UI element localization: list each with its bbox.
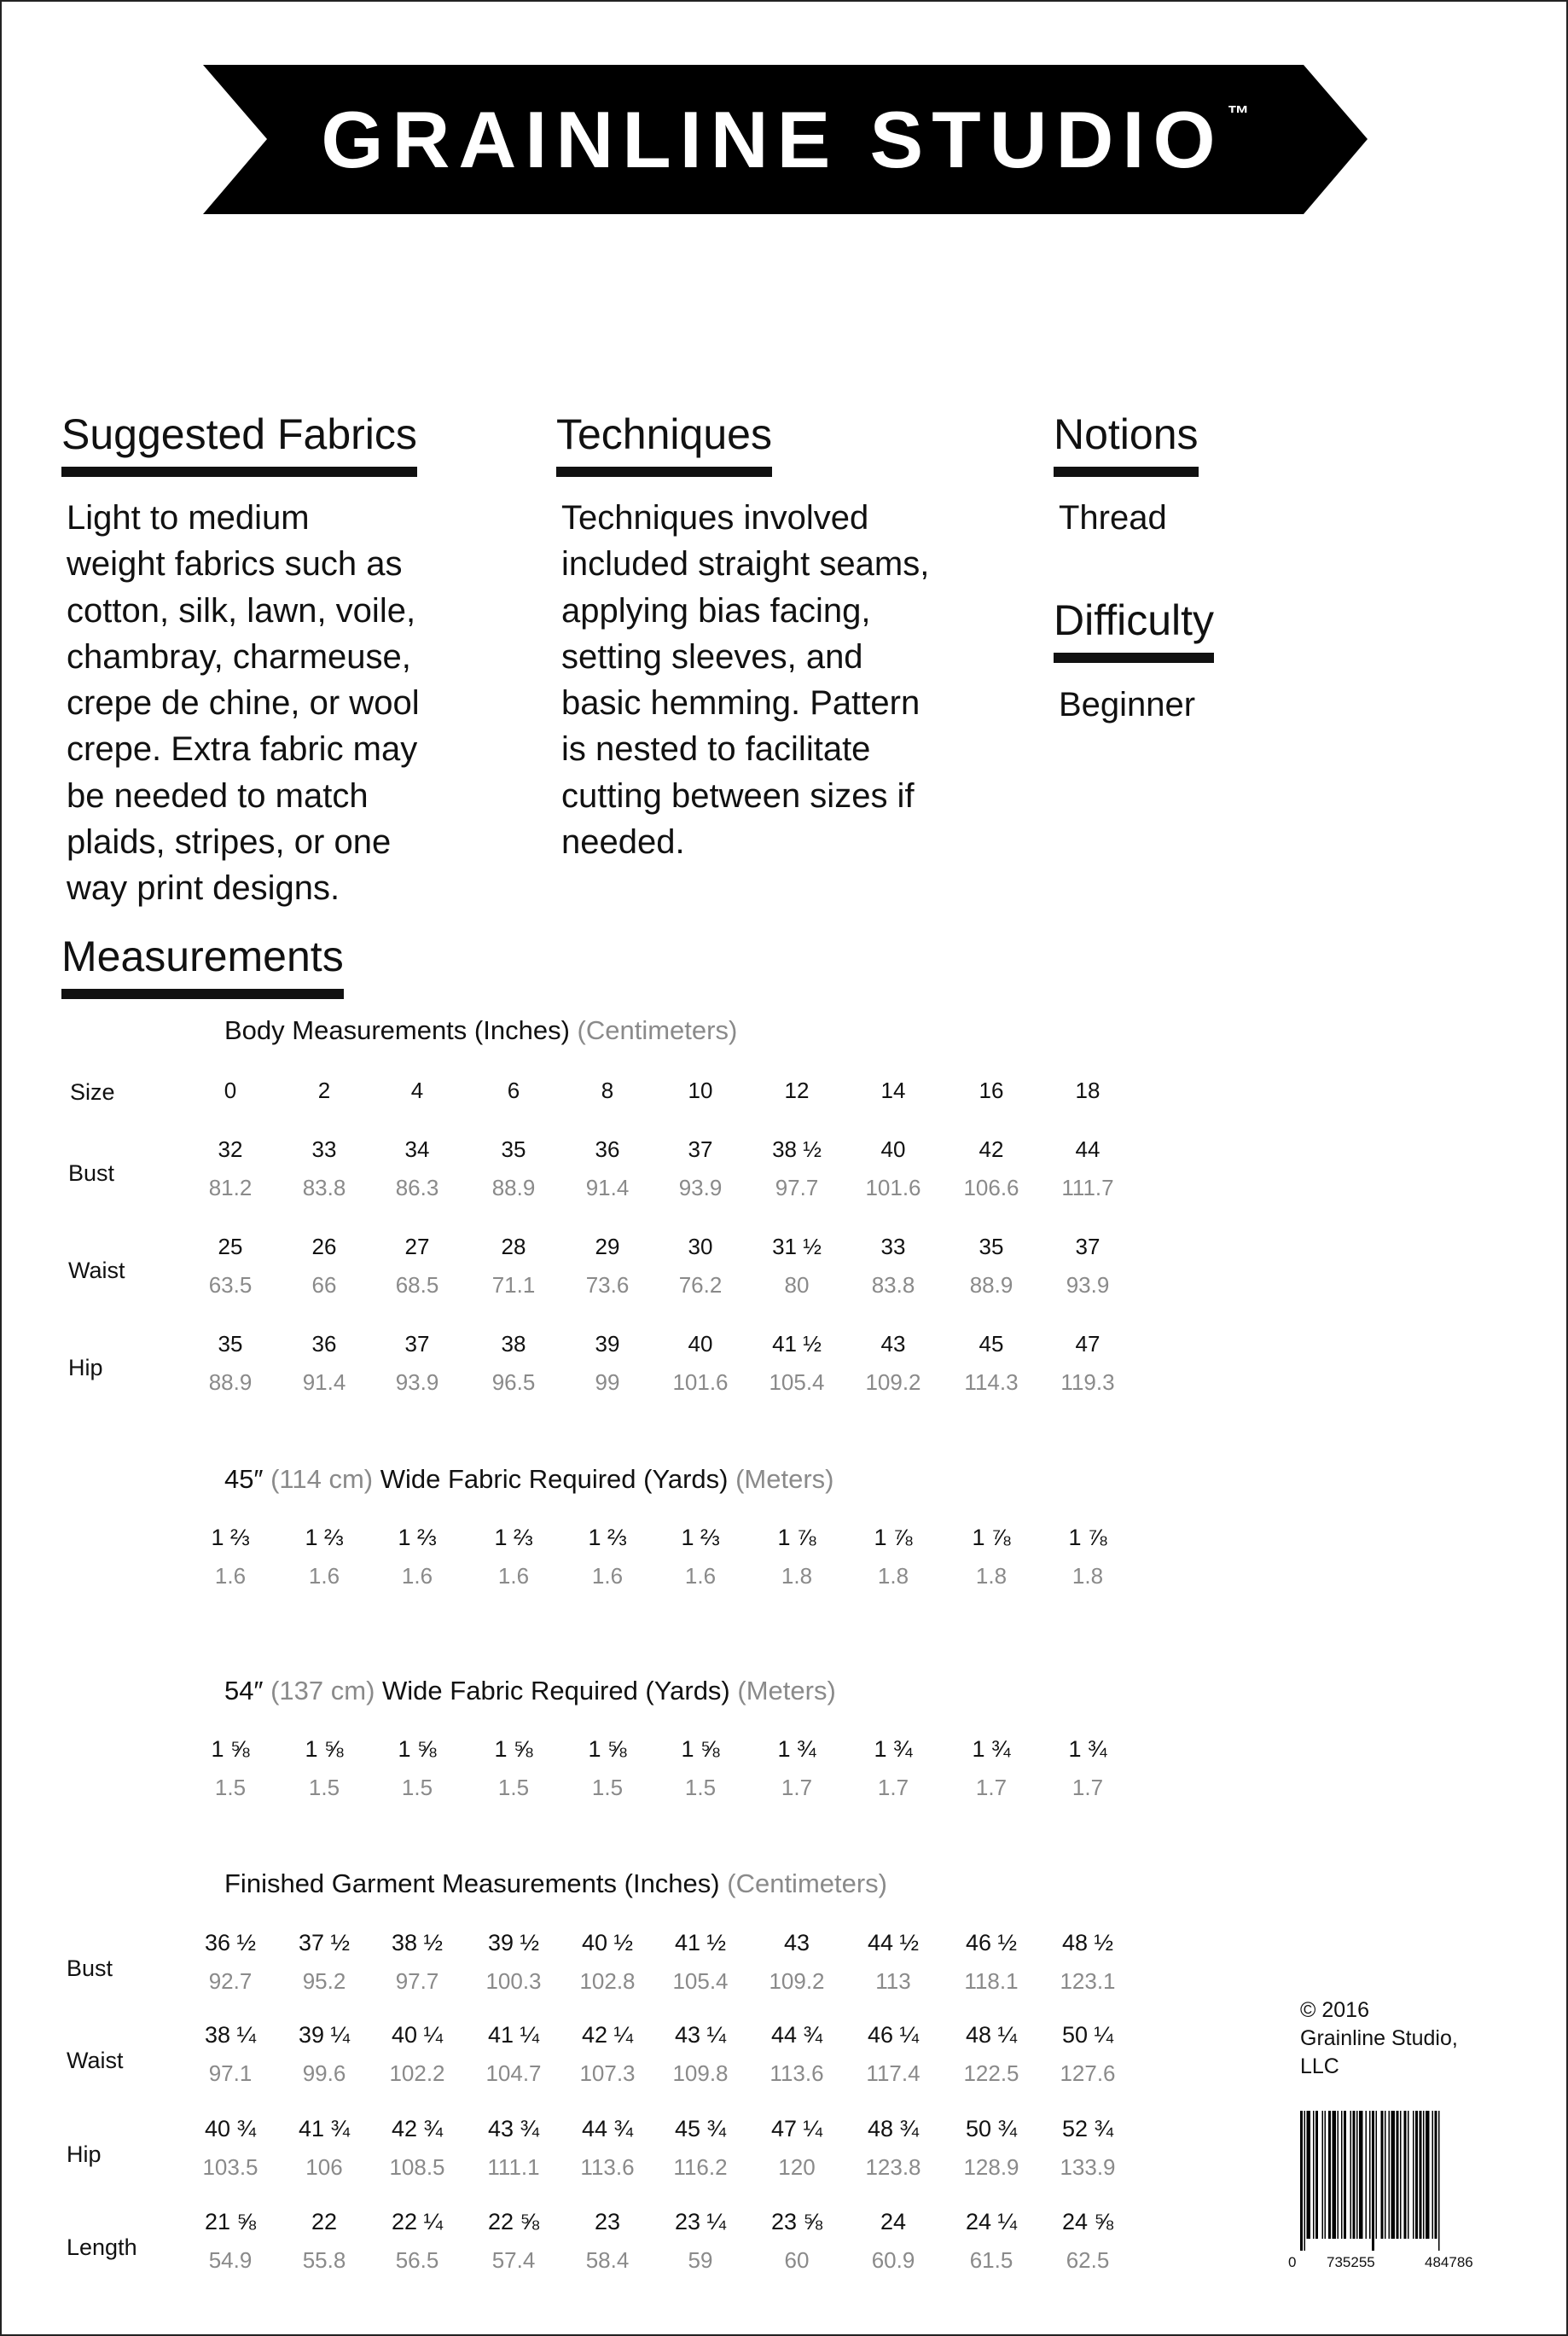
body-inches-cell: 35 (501, 1136, 526, 1162)
body-row-label: Hip (68, 1355, 103, 1380)
body-inches-cell: 37 (688, 1136, 713, 1162)
barcode-digits-left: 735255 (1327, 2254, 1375, 2270)
finished-inches-cell: 48 ¾ (867, 2116, 920, 2141)
body-inches-cell: 40 (880, 1136, 906, 1162)
body-inches-cell: 40 (688, 1331, 713, 1357)
fabric-54-meters-cell: 1.7 (975, 1775, 1008, 1800)
size-header-cell: 2 (317, 1078, 331, 1103)
finished-row-label: Hip (67, 2141, 102, 2167)
size-header-cell: 10 (688, 1078, 713, 1103)
fabric-54-meters-cell: 1.5 (308, 1775, 340, 1800)
finished-inches-cell: 43 ¾ (487, 2116, 540, 2141)
fabric-54-required-label: Wide Fabric Required (Yards) (382, 1676, 730, 1706)
body-cm-cell: 96.5 (491, 1369, 536, 1395)
finished-cm-cell: 123.1 (1060, 1968, 1116, 1994)
finished-inches-cell: 23 ⅝ (770, 2209, 823, 2234)
finished-inches-cell: 24 ¼ (965, 2209, 1018, 2234)
finished-cm-cell: 97.7 (395, 1968, 439, 1994)
text-line: applying bias facing, (561, 591, 871, 630)
finished-inches-cell: 41 ¾ (298, 2116, 351, 2141)
body-inches-cell: 32 (218, 1136, 243, 1162)
fabric-45-required-label: Wide Fabric Required (Yards) (380, 1464, 729, 1494)
finished-inches-cell: 41 ¼ (487, 2022, 540, 2048)
finished-inches-cell: 47 ¼ (770, 2116, 823, 2141)
barcode-digits-right: 484786 (1425, 2254, 1473, 2270)
fabric-45-yards-cell: 1 ⅞ (1068, 1525, 1107, 1550)
body-inches-cell: 35 (979, 1234, 1004, 1259)
notions-heading: Notions (1054, 411, 1199, 477)
finished-inches-cell: 46 ¼ (867, 2022, 920, 2048)
finished-cm-cell: 113.6 (769, 2060, 824, 2086)
fabric-45-yards-cell: 1 ⅔ (588, 1525, 627, 1550)
fabric-54-meters-cell: 1.5 (591, 1775, 624, 1800)
finished-cm-cell: 97.1 (208, 2060, 253, 2086)
fabric-45-meters-label: (Meters) (735, 1464, 834, 1494)
brand-banner (203, 65, 1368, 214)
text-line: Light to medium (67, 499, 310, 537)
body-inches-cell: 29 (595, 1234, 620, 1259)
body-cm-cell: 83.8 (871, 1272, 915, 1298)
fabric-54-meters-cell: 1.5 (214, 1775, 247, 1800)
finished-cm-cell: 54.9 (208, 2247, 253, 2273)
body-cm-cell: 91.4 (302, 1369, 346, 1395)
size-header-cell: 6 (507, 1078, 520, 1103)
fabric-54-yards-cell: 1 ¾ (972, 1736, 1011, 1762)
fabric-45-title (224, 1464, 833, 1495)
body-inches-cell: 43 (880, 1331, 906, 1357)
body-row-label: Bust (68, 1160, 115, 1186)
finished-cm-cell: 109.8 (672, 2060, 729, 2086)
fabric-54-yards-cell: 1 ⅝ (494, 1736, 533, 1762)
finished-cm-cell: 55.8 (302, 2247, 346, 2273)
finished-inches-cell: 45 ¾ (674, 2116, 727, 2141)
body-cm-cell: 106.6 (963, 1175, 1019, 1200)
finished-inches-cell: 41 ½ (674, 1930, 727, 1955)
finished-inches-cell: 22 ¼ (391, 2209, 444, 2234)
size-row-label: Size (70, 1079, 115, 1105)
body-cm-cell: 76.2 (678, 1272, 723, 1298)
body-cm-cell: 66 (311, 1272, 337, 1298)
text-line: crepe de chine, or wool (67, 684, 420, 723)
text-line: crepe. Extra fabric may (67, 730, 418, 769)
finished-garment-title (224, 1868, 887, 1899)
body-cm-cell: 105.4 (769, 1369, 825, 1395)
finished-cm-cell: 120 (778, 2154, 816, 2180)
finished-row-label: Bust (67, 1955, 113, 1981)
measurements-heading: Measurements (61, 933, 344, 999)
finished-inches-cell: 23 (594, 2209, 621, 2234)
body-inches-cell: 47 (1075, 1331, 1101, 1357)
body-row-label: Waist (68, 1258, 125, 1283)
fabric-45-meters-cell: 1.8 (781, 1563, 813, 1589)
fabric-54-yards-cell: 1 ⅝ (305, 1736, 344, 1762)
barcode-bars (1298, 2111, 1491, 2251)
body-cm-cell: 93.9 (1066, 1272, 1110, 1298)
body-cm-cell: 91.4 (585, 1175, 630, 1200)
body-measurements-title-inches: Body Measurements (Inches) (224, 1015, 570, 1045)
body-cm-cell: 99 (595, 1369, 620, 1395)
finished-inches-cell: 46 ½ (965, 1930, 1018, 1955)
body-inches-cell: 38 (501, 1331, 526, 1357)
finished-cm-cell: 59 (688, 2247, 713, 2273)
fabric-45-meters-cell: 1.6 (401, 1563, 433, 1589)
finished-inches-cell: 24 (880, 2209, 907, 2234)
fabric-54-width: 54″ (224, 1676, 264, 1706)
finished-inches-cell: 52 ¾ (1061, 2116, 1114, 2141)
fabric-54-meters-cell: 1.5 (497, 1775, 530, 1800)
finished-inches-cell: 24 ⅝ (1061, 2209, 1114, 2234)
body-cm-cell: 63.5 (208, 1272, 253, 1298)
size-header-cell: 4 (410, 1078, 424, 1103)
fabric-45-meters-cell: 1.8 (975, 1563, 1008, 1589)
finished-cm-cell: 113.6 (580, 2154, 635, 2180)
body-inches-cell: 31 ½ (772, 1234, 822, 1259)
text-line: be needed to match (67, 776, 369, 815)
fabric-54-meters-cell: 1.7 (877, 1775, 909, 1800)
body-cm-cell: 81.2 (208, 1175, 253, 1200)
fabric-54-yards-cell: 1 ¾ (874, 1736, 913, 1762)
difficulty-heading: Difficulty (1054, 597, 1214, 663)
body-cm-cell: 109.2 (865, 1369, 921, 1395)
finished-cm-cell: 118.1 (964, 1968, 1019, 1994)
finished-inches-cell: 43 (783, 1930, 810, 1955)
fabric-54-meters-cell: 1.7 (781, 1775, 813, 1800)
body-cm-cell: 68.5 (395, 1272, 439, 1298)
text-line: way print designs. (67, 869, 340, 908)
finished-inches-cell: 44 ¾ (581, 2116, 634, 2141)
suggested-fabrics-text (67, 495, 527, 912)
finished-cm-cell: 104.7 (485, 2060, 542, 2086)
body-cm-cell: 86.3 (395, 1175, 439, 1200)
finished-cm-cell: 133.9 (1060, 2154, 1116, 2180)
techniques-text (561, 495, 1039, 865)
fabric-45-yards-cell: 1 ⅔ (398, 1525, 437, 1550)
finished-cm-cell: 108.5 (389, 2154, 445, 2180)
finished-inches-cell: 40 ¾ (204, 2116, 257, 2141)
body-measurements-title-cm: (Centimeters) (577, 1015, 738, 1045)
finished-garment-title-inches: Finished Garment Measurements (Inches) (224, 1868, 720, 1898)
fabric-54-yards-cell: 1 ¾ (777, 1736, 816, 1762)
finished-inches-cell: 40 ¼ (391, 2022, 444, 2048)
difficulty-text: Beginner (1059, 686, 1196, 723)
finished-cm-cell: 102.2 (389, 2060, 445, 2086)
fabric-54-yards-cell: 1 ⅝ (681, 1736, 720, 1762)
brand-name: GRAINLINE STUDIO (321, 94, 1224, 184)
body-cm-cell: 88.9 (969, 1272, 1013, 1298)
body-cm-cell: 97.7 (775, 1175, 819, 1200)
copyright-owner: Grainline Studio, (1300, 2026, 1458, 2050)
body-cm-cell: 101.6 (672, 1369, 729, 1395)
finished-inches-cell: 40 ½ (581, 1930, 634, 1955)
fabric-54-yards-cell: 1 ⅝ (398, 1736, 437, 1762)
finished-inches-cell: 22 (311, 2209, 338, 2234)
finished-inches-cell: 50 ¼ (1061, 2022, 1114, 2048)
finished-inches-cell: 36 ½ (204, 1930, 257, 1955)
finished-inches-cell: 39 ¼ (298, 2022, 351, 2048)
body-cm-cell: 88.9 (208, 1369, 253, 1395)
finished-inches-cell: 42 ¼ (581, 2022, 634, 2048)
body-cm-cell: 88.9 (491, 1175, 536, 1200)
body-cm-cell: 73.6 (585, 1272, 630, 1298)
body-inches-cell: 37 (1075, 1234, 1101, 1259)
body-cm-cell: 93.9 (678, 1175, 723, 1200)
finished-cm-cell: 102.8 (579, 1968, 636, 1994)
finished-cm-cell: 109.2 (769, 1968, 825, 1994)
copyright-owner-suffix: LLC (1300, 2054, 1339, 2078)
size-header-cell: 12 (784, 1078, 810, 1103)
finished-cm-cell: 60.9 (871, 2247, 915, 2273)
finished-cm-cell: 105.4 (672, 1968, 729, 1994)
size-header-cell: 18 (1075, 1078, 1101, 1103)
fabric-45-meters-cell: 1.8 (877, 1563, 909, 1589)
finished-cm-cell: 60 (784, 2247, 810, 2273)
trademark-symbol: ™ (1227, 101, 1250, 126)
fabric-45-yards-cell: 1 ⅔ (305, 1525, 344, 1550)
fabric-54-title (224, 1676, 836, 1706)
finished-cm-cell: 128.9 (963, 2154, 1019, 2180)
finished-inches-cell: 48 ½ (1061, 1930, 1114, 1955)
body-inches-cell: 39 (595, 1331, 620, 1357)
body-inches-cell: 33 (311, 1136, 337, 1162)
fabric-54-yards-cell: 1 ⅝ (588, 1736, 627, 1762)
size-header-cell: 8 (601, 1078, 614, 1103)
barcode-digit-prefix: 0 (1288, 2254, 1297, 2270)
finished-inches-cell: 48 ¼ (965, 2022, 1018, 2048)
body-inches-cell: 36 (311, 1331, 337, 1357)
finished-inches-cell: 38 ¼ (204, 2022, 257, 2048)
text-line: chambray, charmeuse, (67, 637, 411, 676)
finished-cm-cell: 116.2 (673, 2154, 728, 2180)
body-inches-cell: 38 ½ (772, 1136, 822, 1162)
fabric-45-meters-cell: 1.6 (308, 1563, 340, 1589)
body-inches-cell: 25 (218, 1234, 243, 1259)
finished-cm-cell: 113 (875, 1968, 911, 1994)
body-inches-cell: 37 (404, 1331, 430, 1357)
finished-inches-cell: 23 ¼ (674, 2209, 727, 2234)
finished-inches-cell: 50 ¾ (965, 2116, 1018, 2141)
fabric-45-width-cm: (114 cm) (270, 1464, 374, 1494)
fabric-45-meters-cell: 1.6 (591, 1563, 624, 1589)
finished-cm-cell: 62.5 (1066, 2247, 1110, 2273)
finished-cm-cell: 122.5 (963, 2060, 1019, 2086)
finished-inches-cell: 22 ⅝ (487, 2209, 540, 2234)
finished-row-label: Length (67, 2234, 137, 2260)
text-line: plaids, stripes, or one (67, 823, 392, 862)
fabric-45-meters-cell: 1.6 (214, 1563, 247, 1589)
size-header-cell: 16 (979, 1078, 1004, 1103)
body-inches-cell: 41 ½ (772, 1331, 822, 1357)
text-line: setting sleeves, and (561, 637, 863, 676)
fabric-54-meters-cell: 1.5 (401, 1775, 433, 1800)
size-header-cell: 14 (880, 1078, 906, 1103)
text-line: weight fabrics such as (67, 545, 403, 584)
finished-cm-cell: 56.5 (395, 2247, 439, 2273)
finished-inches-cell: 21 ⅝ (204, 2209, 257, 2234)
fabric-45-meters-cell: 1.8 (1071, 1563, 1104, 1589)
brand-logo (203, 65, 1368, 214)
body-cm-cell: 93.9 (395, 1369, 439, 1395)
copyright-year: © 2016 (1300, 1998, 1369, 2022)
fabric-45-yards-cell: 1 ⅔ (211, 1525, 250, 1550)
fabric-54-meters-cell: 1.5 (684, 1775, 717, 1800)
size-header-cell: 0 (224, 1078, 237, 1103)
body-inches-cell: 42 (979, 1136, 1004, 1162)
body-inches-cell: 44 (1075, 1136, 1101, 1162)
finished-inches-cell: 39 ½ (487, 1930, 540, 1955)
body-inches-cell: 34 (404, 1136, 430, 1162)
finished-cm-cell: 92.7 (208, 1968, 253, 1994)
body-inches-cell: 36 (595, 1136, 620, 1162)
body-inches-cell: 45 (979, 1331, 1004, 1357)
body-cm-cell: 111.7 (1061, 1175, 1114, 1200)
fabric-54-yards-cell: 1 ⅝ (211, 1736, 250, 1762)
finished-inches-cell: 38 ½ (391, 1930, 444, 1955)
finished-cm-cell: 103.5 (202, 2154, 258, 2180)
finished-cm-cell: 111.1 (487, 2154, 540, 2180)
body-inches-cell: 30 (688, 1234, 713, 1259)
suggested-fabrics-heading: Suggested Fabrics (61, 411, 417, 477)
fabric-45-yards-cell: 1 ⅔ (681, 1525, 720, 1550)
body-cm-cell: 80 (784, 1272, 810, 1298)
body-cm-cell: 71.1 (491, 1272, 536, 1298)
notions-text: Thread (1059, 499, 1167, 537)
body-inches-cell: 27 (404, 1234, 430, 1259)
text-line: is nested to facilitate (561, 730, 871, 769)
text-line: Techniques involved (561, 499, 869, 537)
finished-garment-title-cm: (Centimeters) (727, 1868, 888, 1898)
fabric-45-yards-cell: 1 ⅔ (494, 1525, 533, 1550)
body-cm-cell: 114.3 (964, 1369, 1019, 1395)
finished-cm-cell: 117.4 (866, 2060, 920, 2086)
finished-cm-cell: 99.6 (302, 2060, 346, 2086)
finished-cm-cell: 57.4 (491, 2247, 536, 2273)
finished-cm-cell: 127.6 (1060, 2060, 1116, 2086)
fabric-45-meters-cell: 1.6 (684, 1563, 717, 1589)
body-inches-cell: 35 (218, 1331, 243, 1357)
text-line: cotton, silk, lawn, voile, (67, 591, 416, 630)
fabric-45-width: 45″ (224, 1464, 264, 1494)
finished-cm-cell: 106 (305, 2154, 343, 2180)
body-inches-cell: 33 (880, 1234, 906, 1259)
body-inches-cell: 26 (311, 1234, 337, 1259)
body-cm-cell: 101.6 (865, 1175, 921, 1200)
techniques-heading: Techniques (556, 411, 772, 477)
text-line: cutting between sizes if (561, 776, 915, 815)
finished-inches-cell: 44 ¾ (770, 2022, 823, 2048)
fabric-54-meters-label: (Meters) (737, 1676, 836, 1706)
text-line: basic hemming. Pattern (561, 684, 920, 723)
finished-cm-cell: 61.5 (969, 2247, 1013, 2273)
fabric-45-yards-cell: 1 ⅞ (874, 1525, 913, 1550)
finished-inches-cell: 42 ¾ (391, 2116, 444, 2141)
copyright-notice (1300, 1996, 1505, 2081)
finished-row-label: Waist (67, 2048, 124, 2073)
fabric-45-meters-cell: 1.6 (497, 1563, 530, 1589)
body-cm-cell: 83.8 (302, 1175, 346, 1200)
text-line: included straight seams, (561, 545, 930, 584)
body-measurements-title (224, 1015, 737, 1046)
body-cm-cell: 119.3 (1060, 1369, 1115, 1395)
text-line: needed. (561, 823, 685, 862)
barcode (1298, 2111, 1491, 2251)
finished-inches-cell: 44 ½ (867, 1930, 920, 1955)
finished-cm-cell: 123.8 (865, 2154, 921, 2180)
finished-inches-cell: 43 ¼ (674, 2022, 727, 2048)
finished-cm-cell: 58.4 (585, 2247, 630, 2273)
finished-inches-cell: 37 ½ (298, 1930, 351, 1955)
finished-cm-cell: 107.3 (579, 2060, 636, 2086)
finished-cm-cell: 100.3 (485, 1968, 542, 1994)
fabric-54-width-cm: (137 cm) (270, 1676, 375, 1706)
fabric-54-meters-cell: 1.7 (1071, 1775, 1104, 1800)
fabric-45-yards-cell: 1 ⅞ (777, 1525, 816, 1550)
body-inches-cell: 28 (501, 1234, 526, 1259)
fabric-45-yards-cell: 1 ⅞ (972, 1525, 1011, 1550)
fabric-54-yards-cell: 1 ¾ (1068, 1736, 1107, 1762)
finished-cm-cell: 95.2 (302, 1968, 346, 1994)
